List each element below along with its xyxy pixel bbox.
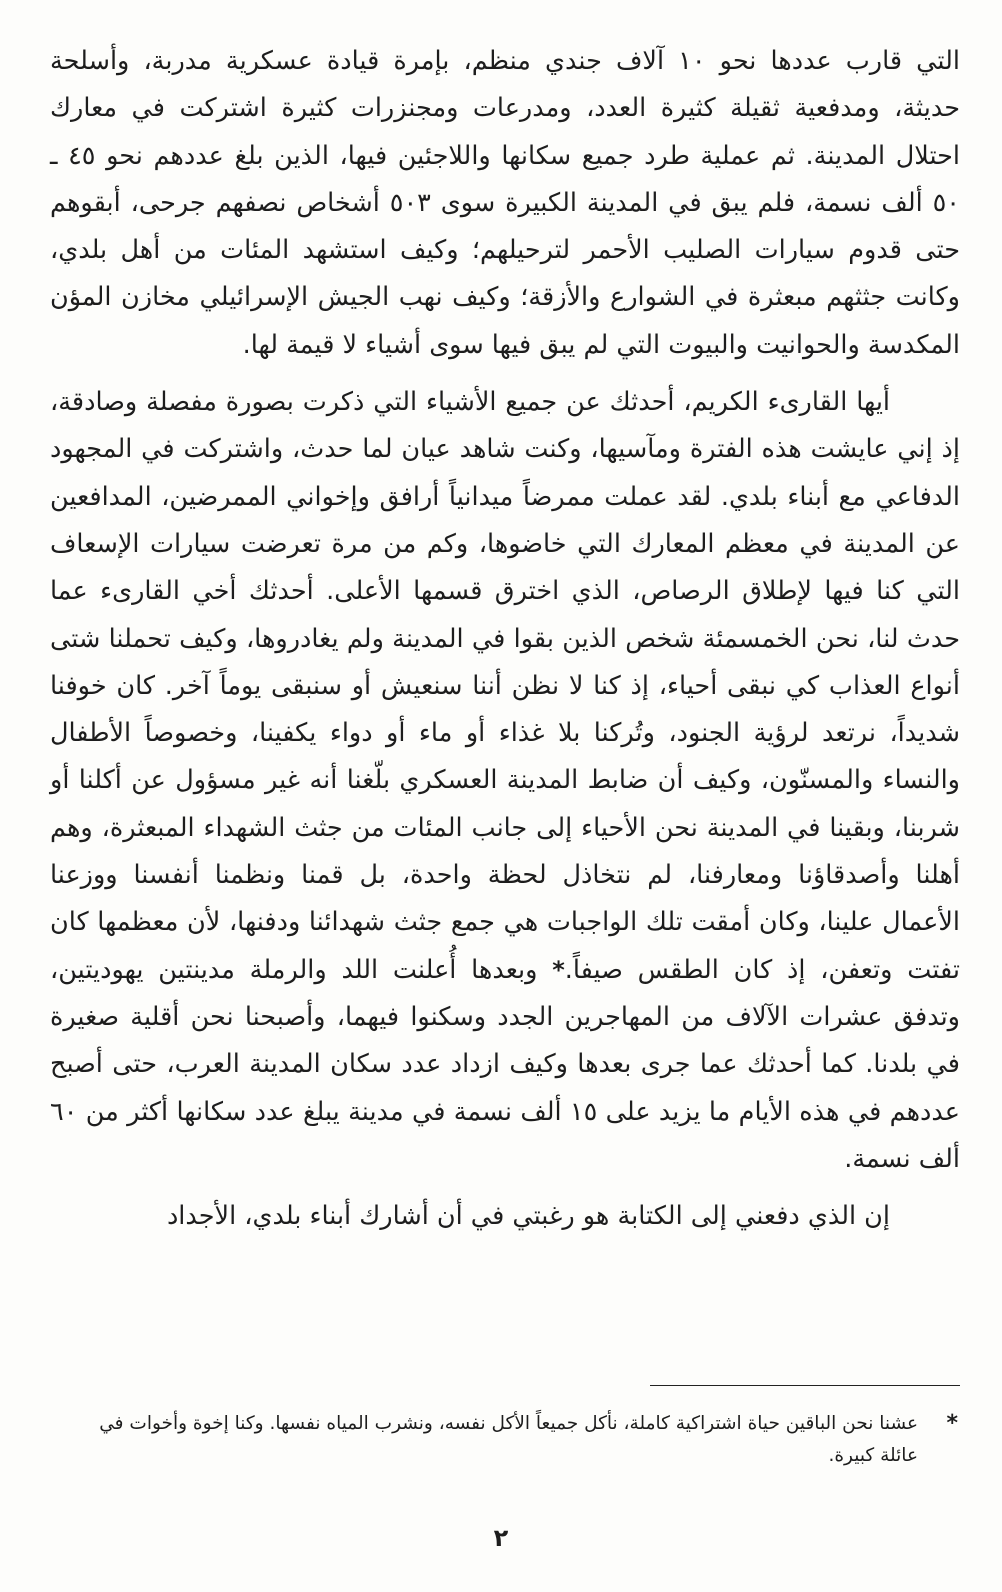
body-text xyxy=(50,38,960,1240)
footnote-mark: * xyxy=(946,1411,958,1436)
footnote-separator-rule xyxy=(650,1385,960,1386)
paragraph-1 xyxy=(50,38,960,369)
paragraph-3-text: إن الذي دفعني إلى الكتابة هو رغبتي في أن أشارك أبناء بلدي، الأجداد xyxy=(166,1201,890,1232)
footnote-reference-mark: * xyxy=(552,955,565,984)
paragraph-2-text-part-1: أيها القارىء الكريم، أحدثك عن جميع الأشياء التي ذكرت بصورة مفصلة وصادقة، إذ إني عايشت هذه الفترة ومآسيها، وكنت شاهد عيان لما حدث، واشتركت في المجهود الدفاعي مع أبناء بلدي. لقد عملت ممرضاً ميدانياً أرافق وإخواني الممرضين، المدافعين عن المدينة في معظم المعارك التي خاضوها، وكم من مرة تعرضت سيارات الإسعاف التي كنا فيها لإطلاق الرصاص، الذي اخترق قسمها الأعلى. أحدثك أخي القارىء عما حدث لنا، نحن الخمسمئة شخص الذين بقوا في المدينة ولم يغادروها، وكيف تحملنا شتى أنواع العذاب كي نبقى أحياء، إذ كنا لا نظن أننا سنعيش أو سنبقى يوماً آخر. كان خوفنا شديداً، نرتعد لرؤية الجنود، وتُركنا بلا غذاء أو ماء أو دواء يكفينا، وخصوصاً الأطفال والنساء والمسنّون، وكيف أن ضابط المدينة العسكري بلّغنا أنه غير مسؤول عن أكلنا أو شربنا، وبقينا في المدينة نحن الأحياء إلى جانب المئات من جثث الشهداء المبعثرة، وهم أهلنا وأصدقاؤنا ومعارفنا، لم نتخاذل لحظة واحدة، بل قمنا ونظمنا أنفسنا ووزعنا الأعمال علينا، وكان أمقت تلك الواجبات هي جمع جثث شهدائنا ودفنها، لأن معظمها كان تفتت وتعفن، إذ كان الطقس صيفاً. xyxy=(50,387,960,985)
paragraph-2 xyxy=(50,379,960,1183)
paragraph-2-text-part-2: وبعدها أُعلنت اللد والرملة مدينتين يهوديتين، وتدفق عشرات الآلاف من المهاجرين الجدد وسكنوا فيهما، وأصبحنا نحن أقلية صغيرة في بلدنا. كما أحدثك عما جرى بعدها وكيف ازداد عدد سكان المدينة العرب، حتى أصبح عددهم في هذه الأيام ما يزيد على ١٥ ألف نسمة في مدينة يبلغ عدد سكانها أكثر من ٦٠ ألف نسمة. xyxy=(50,954,960,1174)
page-number: ٢ xyxy=(493,1524,509,1552)
footnote xyxy=(78,1408,958,1472)
paragraph-1-text: التي قارب عددها نحو ١٠ آلاف جندي منظم، بإمرة قيادة عسكرية مدربة، وأسلحة حديثة، ومدفعية ثقيلة كثيرة العدد، ومدرعات ومجنزرات كثيرة اشتركت في معارك احتلال المدينة. ثم عملية طرد جميع سكانها واللاجئين فيها، الذين بلغ عددهم نحو ٤٥ ـ ٥٠ ألف نسمة، فلم يبق في المدينة الكبيرة سوى ٥٠٣ أشخاص نصفهم جرحى، أبقوهم حتى قدوم سيارات الصليب الأحمر لترحيلهم؛ وكيف استشهد المئات من أهل بلدي، وكانت جثثهم مبعثرة في الشوارع والأزقة؛ وكيف نهب الجيش الإسرائيلي مخازن المؤن المكدسة والحوانيت والبيوت التي لم يبق فيها سوى أشياء لا قيمة لها. xyxy=(50,46,960,360)
footnote-text: عشنا نحن الباقين حياة اشتراكية كاملة، نأكل جميعاً الأكل نفسه، ونشرب المياه نفسها. وكنا إخوة وأخوات في عائلة كبيرة. xyxy=(99,1413,918,1466)
paragraph-3 xyxy=(50,1193,960,1240)
